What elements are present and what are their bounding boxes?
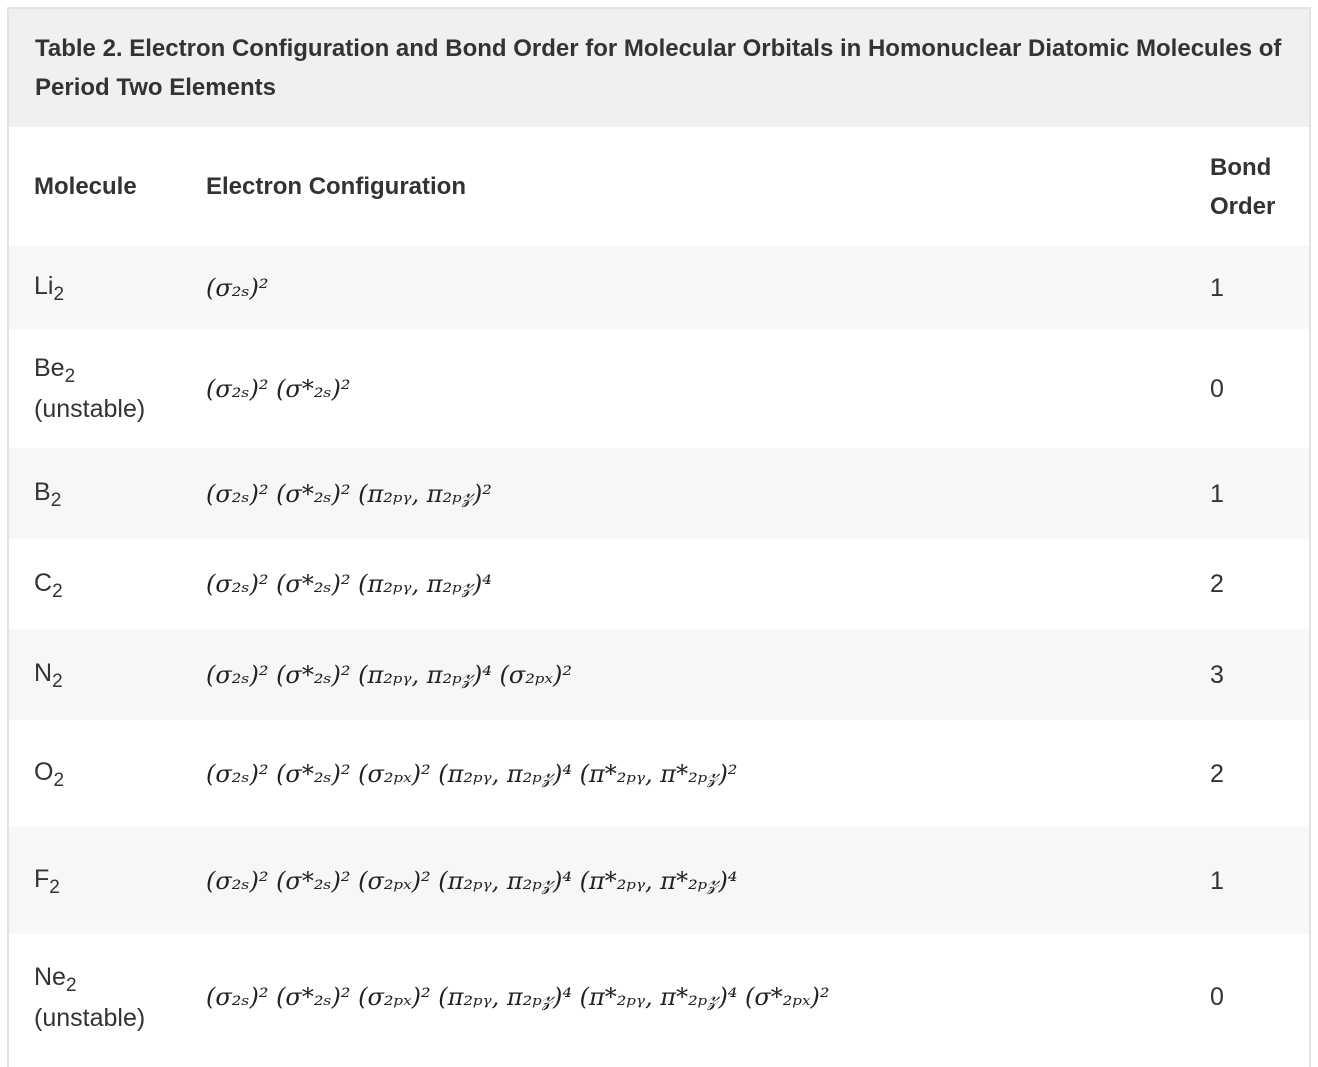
- molecule-cell: [34, 329, 194, 448]
- bond-order-cell: [1210, 629, 1305, 720]
- configuration-cell: [206, 629, 1156, 720]
- electron-configuration-table: [9, 127, 1309, 1060]
- molecule-cell: [34, 448, 194, 539]
- header-electron-configuration: Electron Configuration: [206, 173, 466, 200]
- molecule-symbol: Ne: [34, 962, 66, 991]
- electron-configuration: (σ₂ₛ)²: [206, 273, 269, 302]
- molecule-symbol: N: [34, 659, 53, 687]
- molecule-symbol: Li: [34, 272, 54, 300]
- molecule-symbol: Be: [34, 354, 65, 382]
- molecule-subscript: 2: [52, 671, 63, 692]
- molecule-note: (unstable): [34, 1003, 146, 1032]
- configuration-cell: [206, 539, 1156, 629]
- bond-order: 0: [1210, 983, 1224, 1011]
- bond-order-cell: [1210, 329, 1305, 448]
- table-header-row: [9, 127, 1309, 246]
- molecule-cell: [34, 246, 194, 329]
- molecule-subscript: 2: [53, 284, 65, 305]
- molecule-cell: [34, 934, 194, 1060]
- molecule-subscript: 2: [49, 877, 60, 898]
- bond-order-cell: [1210, 934, 1305, 1060]
- electron-configuration: (σ₂ₛ)² (σ*₂ₛ)² (σ₂ₚₓ)² (π₂ₚᵧ, π₂ₚ𝓏)⁴ (π*₂ₚᵧ, π*₂ₚ𝓏)⁴ (σ*₂ₚₓ)²: [206, 983, 830, 1011]
- table-row: [9, 329, 1309, 448]
- bond-order-cell: [1210, 246, 1305, 329]
- electron-configuration: (σ₂ₛ)² (σ*₂ₛ)² (σ₂ₚₓ)² (π₂ₚᵧ, π₂ₚ𝓏)⁴ (π*₂ₚᵧ, π*₂ₚ𝓏)⁴: [206, 866, 738, 895]
- molecule-note: (unstable): [34, 395, 146, 423]
- molecule-subscript: 2: [52, 580, 63, 602]
- bond-order: 1: [1210, 273, 1224, 302]
- molecule-subscript: 2: [50, 490, 62, 511]
- table-row: [9, 629, 1309, 720]
- electron-configuration: (σ₂ₛ)² (σ*₂ₛ)² (π₂ₚᵧ, π₂ₚ𝓏)²: [206, 479, 492, 508]
- configuration-cell: [206, 246, 1156, 329]
- molecule-symbol: F: [34, 865, 50, 893]
- bond-order-cell: [1210, 827, 1305, 934]
- molecule-symbol: B: [34, 478, 51, 506]
- table-row: [9, 934, 1309, 1060]
- configuration-cell: [206, 448, 1156, 539]
- bond-order: 2: [1210, 570, 1224, 598]
- table-row: [9, 448, 1309, 539]
- molecule-symbol: O: [34, 758, 54, 786]
- bond-order: 1: [1210, 479, 1224, 508]
- table-caption: Table 2. Electron Configuration and Bond Order for Molecular Orbitals in Homonuclear Diatomic Molecules of Period Two Elements: [9, 9, 1309, 127]
- molecule-cell: [34, 629, 194, 720]
- configuration-cell: [206, 827, 1156, 934]
- configuration-cell: [206, 329, 1156, 448]
- bond-order: 1: [1210, 866, 1224, 895]
- bond-order: 2: [1210, 759, 1224, 788]
- table-row: [9, 720, 1309, 827]
- table-row: [9, 827, 1309, 934]
- molecule-symbol: C: [34, 568, 53, 597]
- molecule-subscript: 2: [64, 366, 76, 387]
- table-row: [9, 246, 1309, 329]
- bond-order: 3: [1210, 660, 1224, 689]
- configuration-cell: [206, 934, 1156, 1060]
- bond-order-cell: [1210, 539, 1305, 629]
- electron-configuration: (σ₂ₛ)² (σ*₂ₛ)²: [206, 374, 351, 403]
- electron-configuration: (σ₂ₛ)² (σ*₂ₛ)² (σ₂ₚₓ)² (π₂ₚᵧ, π₂ₚ𝓏)⁴ (π*₂ₚᵧ, π*₂ₚ𝓏)²: [206, 759, 738, 788]
- table-row: [9, 539, 1309, 629]
- header-molecule: Molecule: [34, 173, 137, 200]
- molecule-cell: [34, 720, 194, 827]
- bond-order: 0: [1210, 374, 1224, 403]
- configuration-cell: [206, 720, 1156, 827]
- molecule-cell: [34, 827, 194, 934]
- header-bond-order: Bond Order: [1210, 153, 1276, 220]
- molecule-subscript: 2: [65, 974, 77, 996]
- electron-configuration: (σ₂ₛ)² (σ*₂ₛ)² (π₂ₚᵧ, π₂ₚ𝓏)⁴ (σ₂ₚₓ)²: [206, 660, 573, 689]
- molecule-subscript: 2: [53, 770, 65, 791]
- molecule-cell: [34, 539, 194, 629]
- bond-order-cell: [1210, 448, 1305, 539]
- electron-configuration: (σ₂ₛ)² (σ*₂ₛ)² (π₂ₚᵧ, π₂ₚ𝓏)⁴: [206, 570, 492, 598]
- bond-order-cell: [1210, 720, 1305, 827]
